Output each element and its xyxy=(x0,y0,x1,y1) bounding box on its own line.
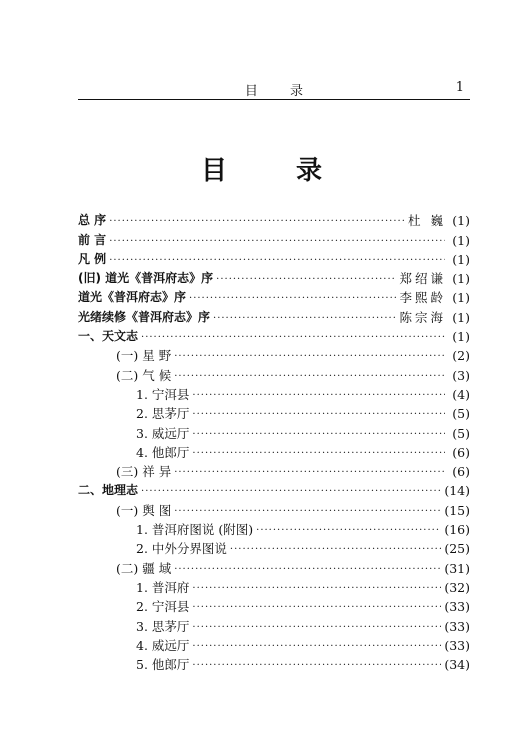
toc-entry xyxy=(78,558,470,577)
toc-entry-title: (旧) 道光《普洱府志》序 xyxy=(78,271,214,286)
toc-entry-page: (32) xyxy=(444,579,470,595)
toc-entry-title: 5. 他郎厅 xyxy=(136,657,190,673)
toc-entry-title: 光绪续修《普洱府志》序 xyxy=(78,309,211,324)
toc-entry-title: 凡 例 xyxy=(78,251,107,266)
toc-entry-page: (1) xyxy=(452,329,470,345)
toc-entry-title: 1. 普洱府 xyxy=(136,579,190,595)
toc-leader-dots xyxy=(192,406,445,423)
toc-entry-page: (2) xyxy=(452,348,470,364)
toc-leader-dots xyxy=(192,638,441,655)
toc-entry-author: 陈宗海 xyxy=(399,309,446,325)
page-title: 目 录 xyxy=(200,156,353,186)
toc-entry-title: 4. 威远厅 xyxy=(136,637,190,653)
toc-entry-title: 4. 他郎厅 xyxy=(136,444,190,460)
toc-leader-dots xyxy=(192,599,441,616)
toc-entry-page: (1) xyxy=(452,251,470,267)
toc-leader-dots xyxy=(192,426,445,443)
toc-entry-page: (16) xyxy=(444,522,470,538)
toc-entry xyxy=(78,211,470,230)
toc-entry-page: (6) xyxy=(452,464,470,480)
toc-entry-page: (14) xyxy=(444,483,470,499)
toc-entry-title: 2. 思茅厅 xyxy=(136,406,190,422)
toc-entry xyxy=(78,636,470,655)
toc-entry-page: (1) xyxy=(452,309,470,325)
toc-entry xyxy=(78,616,470,635)
toc-entry xyxy=(78,423,470,442)
toc-entry xyxy=(78,385,470,404)
toc-leader-dots xyxy=(192,387,445,404)
toc-entry-title: 总 序 xyxy=(78,213,107,228)
toc-entry xyxy=(78,520,470,539)
toc-leader-dots xyxy=(216,271,396,288)
toc-entry-title: 2. 中外分界图说 xyxy=(136,541,227,557)
toc-entry-page: (25) xyxy=(444,541,470,557)
toc-leader-dots xyxy=(213,310,396,327)
toc-entry-title: (二) 气 候 xyxy=(116,367,172,383)
toc-entry-title: 2. 宁洱县 xyxy=(136,599,190,615)
toc-leader-dots xyxy=(141,483,441,500)
toc-entry xyxy=(78,539,470,558)
toc-leader-dots xyxy=(109,213,405,230)
toc-leader-dots xyxy=(192,657,441,674)
toc-entry-title: 二、地理志 xyxy=(78,483,139,498)
toc-entry-title: 1. 宁洱县 xyxy=(136,386,190,402)
toc-leader-dots xyxy=(174,561,441,578)
toc-entry xyxy=(78,365,470,384)
toc-entry-title: 3. 威远厅 xyxy=(136,425,190,441)
toc-leader-dots xyxy=(189,290,396,307)
toc-entry xyxy=(78,307,470,326)
toc-entry xyxy=(78,346,470,365)
toc-entry xyxy=(78,597,470,616)
toc-entry-title: 前 言 xyxy=(78,232,107,247)
toc-entry-page: (15) xyxy=(444,502,470,518)
toc-entry xyxy=(78,462,470,481)
toc-leader-dots xyxy=(192,445,445,462)
toc-entry xyxy=(78,443,470,462)
toc-entry xyxy=(78,578,470,597)
toc-entry xyxy=(78,404,470,423)
table-of-contents xyxy=(78,211,470,674)
toc-leader-dots xyxy=(174,503,441,520)
toc-leader-dots xyxy=(174,368,445,385)
toc-entry-page: (1) xyxy=(452,271,470,287)
toc-entry xyxy=(78,230,470,249)
toc-entry-page: (33) xyxy=(444,637,470,653)
toc-entry xyxy=(78,655,470,674)
running-title: 目 录 xyxy=(244,84,318,99)
toc-entry-page: (5) xyxy=(452,425,470,441)
toc-entry-title: (一) 星 野 xyxy=(116,348,172,364)
toc-leader-dots xyxy=(230,541,441,558)
toc-entry-author: 李熙龄 xyxy=(399,290,446,306)
toc-leader-dots xyxy=(192,619,441,636)
toc-entry-page: (1) xyxy=(452,290,470,306)
toc-leader-dots xyxy=(174,348,445,365)
toc-entry-page: (6) xyxy=(452,444,470,460)
toc-entry-page: (33) xyxy=(444,618,470,634)
toc-entry xyxy=(78,327,470,346)
toc-entry-page: (34) xyxy=(444,657,470,673)
toc-leader-dots xyxy=(174,464,445,481)
toc-leader-dots xyxy=(256,522,441,539)
toc-entry-title: (一) 舆 图 xyxy=(116,502,172,518)
toc-leader-dots xyxy=(109,252,445,269)
toc-entry-author: 郑绍谦 xyxy=(399,271,446,287)
toc-entry xyxy=(78,269,470,288)
toc-entry-page: (1) xyxy=(452,213,470,229)
toc-entry-title: 一、天文志 xyxy=(78,329,139,344)
running-header xyxy=(78,80,470,100)
toc-entry-page: (33) xyxy=(444,599,470,615)
header-rule xyxy=(78,99,470,100)
page-number: 1 xyxy=(455,80,464,95)
toc-entry-title: 3. 思茅厅 xyxy=(136,618,190,634)
toc-leader-dots xyxy=(109,233,445,250)
toc-entry-title: 1. 普洱府图说 (附图) xyxy=(136,522,254,538)
toc-entry xyxy=(78,481,470,500)
toc-entry-title: (三) 祥 异 xyxy=(116,464,172,480)
toc-entry-page: (31) xyxy=(444,560,470,576)
toc-entry-title: (二) 疆 域 xyxy=(116,560,172,576)
toc-entry-page: (5) xyxy=(452,406,470,422)
toc-entry-page: (1) xyxy=(452,232,470,248)
toc-entry xyxy=(78,288,470,307)
toc-entry-author: 杜 巍 xyxy=(408,213,446,229)
toc-leader-dots xyxy=(141,329,445,346)
toc-leader-dots xyxy=(192,580,441,597)
toc-entry-title: 道光《普洱府志》序 xyxy=(78,290,187,305)
toc-entry xyxy=(78,250,470,269)
toc-entry xyxy=(78,500,470,519)
toc-entry-page: (4) xyxy=(452,386,470,402)
toc-entry-page: (3) xyxy=(452,367,470,383)
